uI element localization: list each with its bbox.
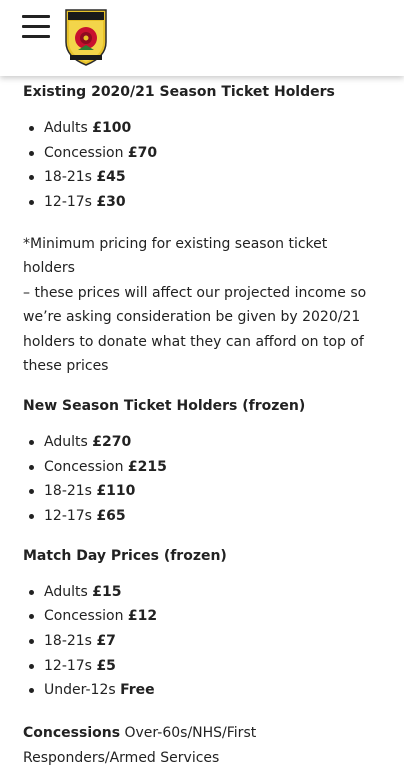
- list-item: 18-21s £110: [23, 479, 382, 504]
- existing-price-list: [23, 116, 382, 215]
- concessions-text: [23, 721, 382, 770]
- note-line: – these prices will affect our projected income so: [23, 284, 367, 301]
- page-content: [0, 76, 404, 766]
- section-heading-existing: Existing 2020/21 Season Ticket Holders: [23, 84, 335, 100]
- list-item: 12-17s £5: [23, 654, 382, 679]
- list-item: 18-21s £45: [23, 165, 382, 190]
- list-item: Concession £70: [23, 141, 382, 166]
- list-item: Concession £12: [23, 604, 382, 629]
- list-item: 12-17s £30: [23, 190, 382, 215]
- list-item: Adults £15: [23, 580, 382, 605]
- list-item: Under-12s Free: [23, 678, 382, 703]
- site-header: [0, 0, 404, 76]
- note-line: *Minimum pricing for existing season ticket holders: [23, 235, 328, 277]
- list-item: 12-17s £65: [23, 504, 382, 529]
- concessions-line-2: Responders/Armed Services: [23, 749, 220, 766]
- list-item: 18-21s £7: [23, 629, 382, 654]
- new-price-list: [23, 430, 382, 529]
- list-item: Adults £270: [23, 430, 382, 455]
- pricing-note: [23, 232, 382, 379]
- concessions-label: Concessions: [23, 725, 121, 742]
- note-line: these prices: [23, 358, 109, 375]
- list-item: Concession £215: [23, 455, 382, 480]
- concessions-line-1: Over-60s/NHS/First: [124, 725, 257, 742]
- list-item: Adults £100: [23, 116, 382, 141]
- matchday-price-list: [23, 580, 382, 704]
- note-line: holders to donate what they can afford on top of: [23, 333, 364, 350]
- section-heading-new: New Season Ticket Holders (frozen): [23, 397, 306, 414]
- note-line: we’re asking consideration be given by 2020/21: [23, 309, 361, 326]
- hamburger-menu-icon[interactable]: [22, 15, 50, 39]
- section-heading-matchday: Match Day Prices (frozen): [23, 547, 227, 564]
- club-crest-icon[interactable]: [64, 8, 108, 66]
